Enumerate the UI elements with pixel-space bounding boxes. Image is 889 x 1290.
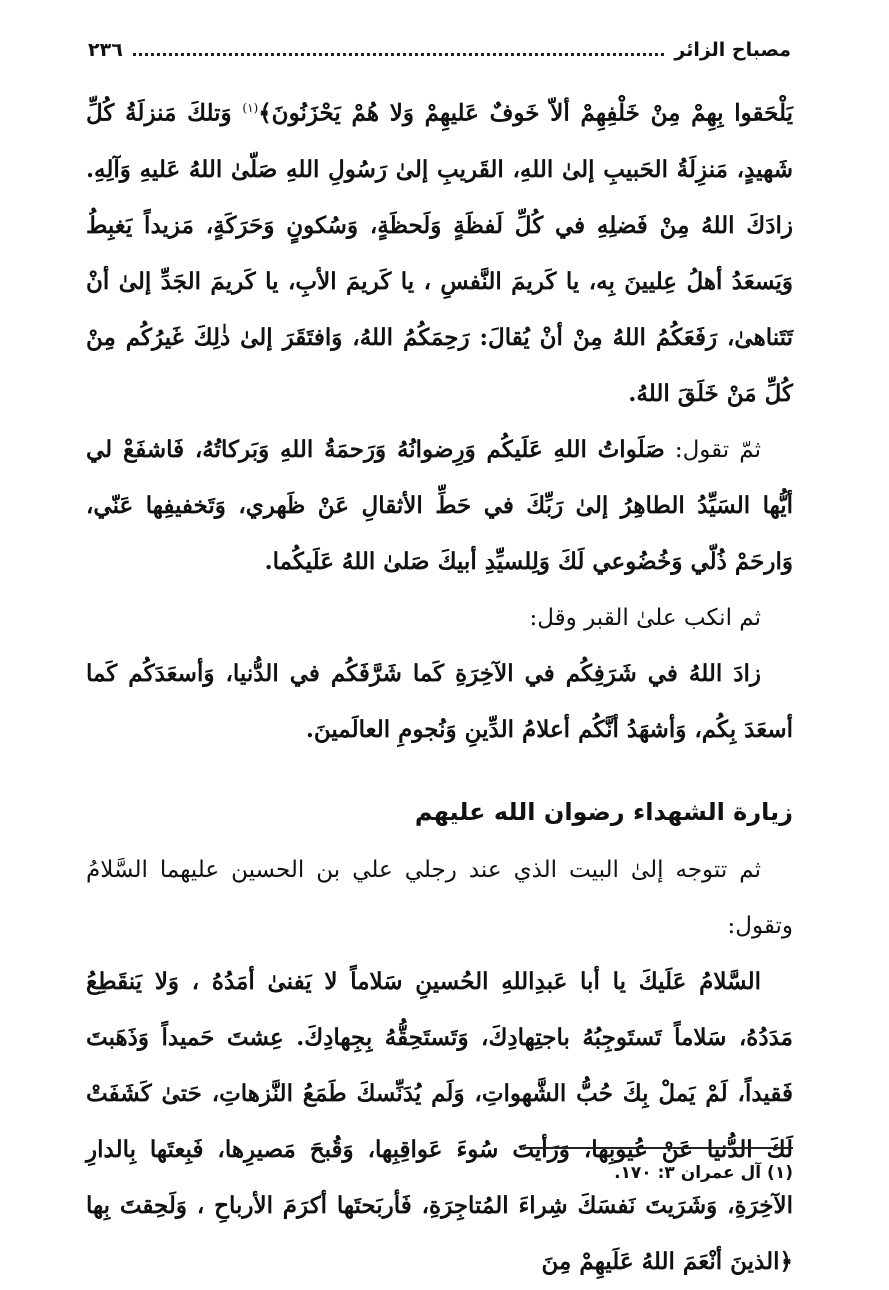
paragraph-2-text: صَلَواتُ اللهِ عَلَيكُم وَرِضوانُهُ وَرَحمَةُ اللهِ وَبَركاتُهُ، فَاشفَعْ لي أيُّها السَيِّدُ الطاهِرُ إلىٰ رَبِّكَ في حَطِّ الأثقالِ عَنْ ظَهري، وَتَخفيفِها عَنّي، وَارحَمْ ذُلّي وَخُضُوعي لَكَ وَلِلسيِّدِ أبيكَ صَلىٰ اللهُ عَلَيكُما. [86,435,793,575]
paragraph-2 [86,422,793,590]
paragraph-4: زادَ اللهُ في شَرَفِكُم في الآخِرَةِ كَما شَرَّفَكُم في الدُّنيا، وَأسعَدَكُم كَما أسعَدَ بِكُم، وَأشهَدُ أنَّكُم أعلامُ الدِّينِ وَنُجومِ العالَمينَ. [86,659,793,743]
page-header [88,30,791,70]
instruction-lean-on-grave: ثم انكب علىٰ القبر وقل: [529,604,761,631]
page-number: ٢٣٦ [88,39,123,61]
paragraph-1 [86,80,793,422]
page-body [86,80,793,1290]
instruction-then-say: ثمّ تقول: [664,436,761,463]
paragraph-6: السَّلامُ عَلَيكَ يا أبا عَبدِاللهِ الحُسينِ سَلاماً لا يَفنىٰ أمَدُهُ ، وَلا يَنقَطِعُ مَدَدُهُ، سَلاماً تَستَوجِبُهُ باجتِهادِكَ، وَتَستَحِقُّهُ بِجِهادِكَ. عِشتَ حَميداً وَذَهَبتَ فَقيداً، لَمْ يَملْ بِكَ حُبُّ الشَّهواتِ، وَلَم يُدَنِّسكَ طَمَعُ النَّزهاتِ، حَتىٰ كَشَفَتْ لَكَ الدُّنيا عَنْ عُيوبِها، وَرَأيتَ سُوءَ عَواقِبِها، وَقُبحَ مَصيرِها، فَبِعتَها بِالدارِ الآخِرَةِ، وَشَرَيتَ نَفسَكَ شِراءَ المُتاجِرَةِ، فَأربَحتَها أكرَمَ الأرباحِ ، وَلَحِقتَ بِها ﴿الذينَ أنْعَمَ اللهُ عَلَيهِمْ مِنَ [86,967,793,1275]
footnote: (١) آل عمران ٣: ١٧٠. [614,1163,793,1183]
book-title: مصباح الزائر [674,39,791,61]
instruction-face-house: ثم تتوجه إلىٰ البيت الذي عند رجلي علي بن الحسين عليهما السَّلامُ وتقول: [86,856,793,939]
section-title: زيارة الشهداء رضوان الله عليهم [414,797,793,826]
paragraph-1-text: وَتلكَ مَنزلَةُ كُلِّ شَهيدٍ، مَنزِلَةُ الحَبيبِ إلىٰ اللهِ، القَريبِ إلىٰ رَسُولِ اللهِ صَلّىٰ اللهُ عَليهِ وَآلِهِ. زادَكَ اللهُ مِنْ فَضلِهِ في كُلِّ لَفظَةٍ وَلَحظَةٍ، وَسُكونٍ وَحَرَكَةٍ، مَزيداً يَغبِطُ وَيَسعَدُ أهلُ عِليينَ بِه، يا كَريمَ النَّفسِ ، يا كَريمَ الأبِ، يا كَريمَ الجَدِّ إلىٰ أنْ تَتَناهىٰ، رَفَعَكُمُ اللهُ مِنْ أنْ يُقالَ: رَحِمَكُمُ اللهُ، وَافتَقَرَ إلىٰ ذٰلِكَ غَيرُكُم مِنْ كُلِّ مَنْ خَلَقَ اللهُ. [86,99,793,407]
footnote-divider [525,1147,793,1149]
footnote-reference: (١) [242,101,259,115]
quran-verse: يَلْحَقوا بِهِمْ مِنْ خَلْفِهِمْ ألاّ خَوفٌ عَليهِمْ وَلا هُمْ يَحْزَنُونَ﴾ [258,99,793,127]
header-leader-dots [133,52,665,56]
